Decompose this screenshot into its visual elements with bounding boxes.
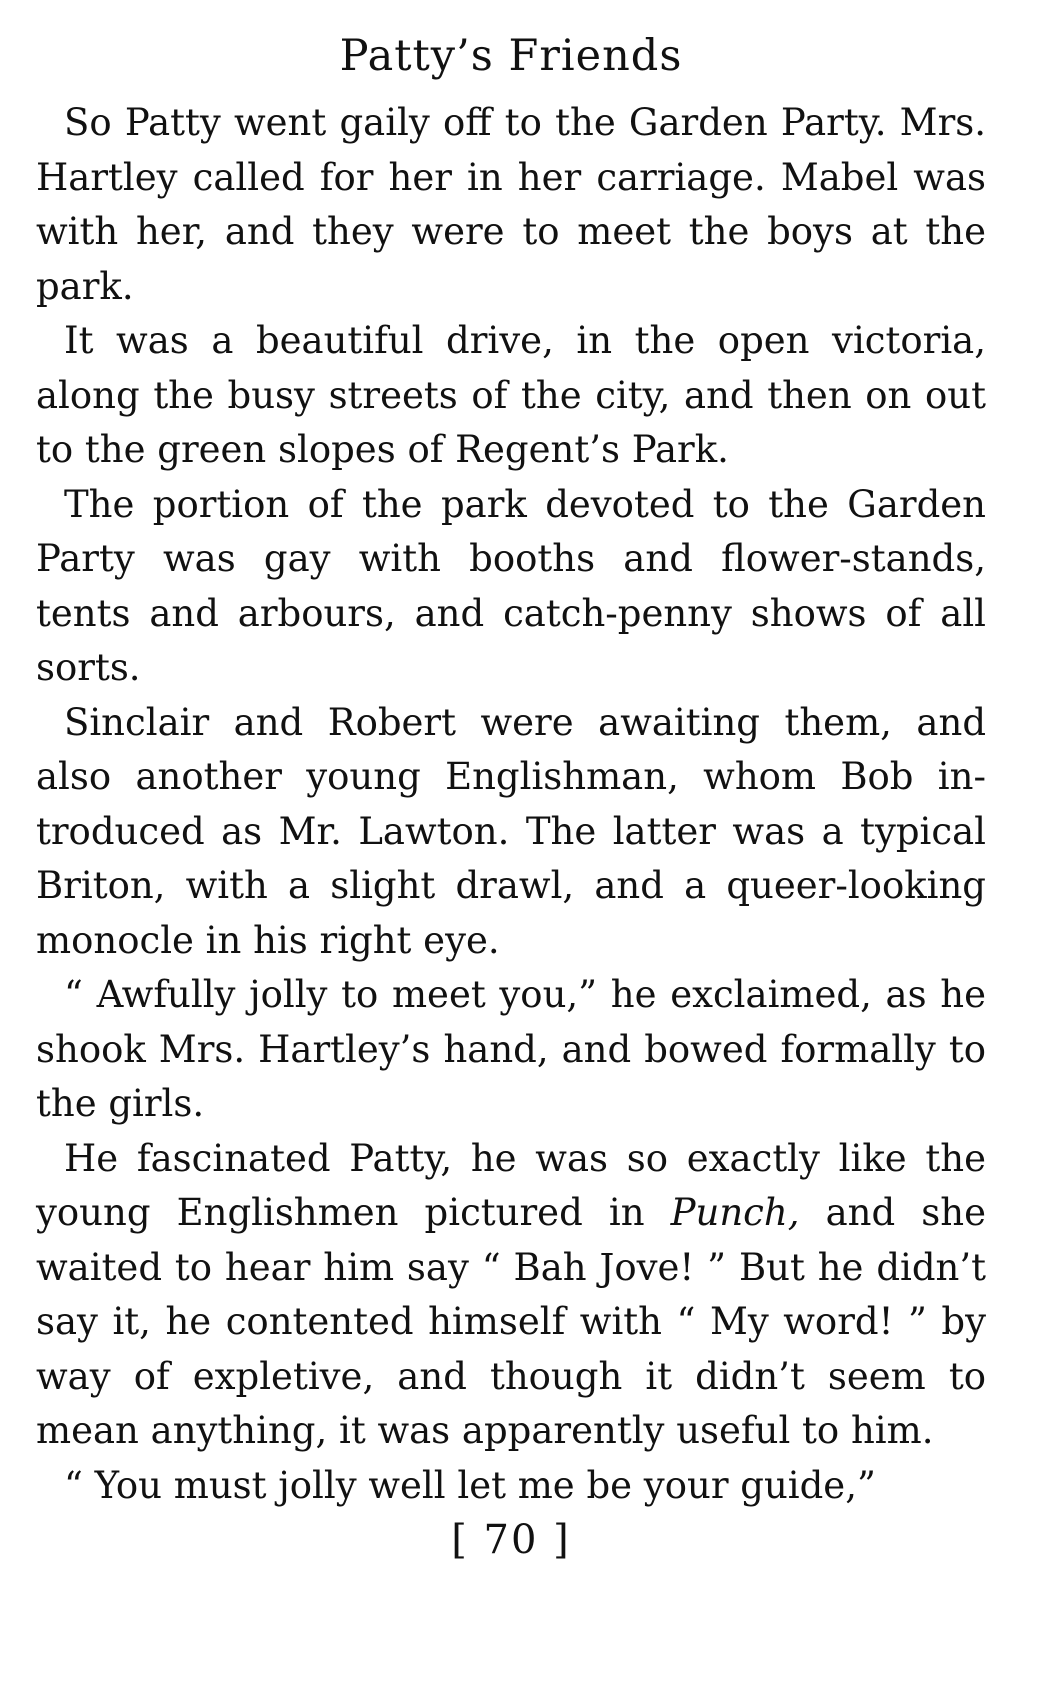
paragraph-7: “ You must jolly well let me be your guide,” bbox=[64, 1463, 876, 1507]
page-number: [ 70 ] bbox=[451, 1517, 571, 1563]
paragraph-6-text-a: He fascinated Patty, he was so exactly like the young Englishmen pictured in bbox=[36, 1136, 986, 1234]
book-page bbox=[36, 30, 986, 1565]
paragraph-5: “ Awfully jolly to meet you,” he exclaimed, as he shook Mrs. Hartley’s hand, and bowed formally to the girls. bbox=[36, 973, 986, 1125]
running-title: Patty’s Friends bbox=[339, 31, 683, 81]
italic-title-punch: Punch, bbox=[670, 1191, 800, 1234]
paragraph-6-text-b: and she waited to hear him say “ Bah Jove! ” But he didn’t say it, he contented himself with “ My word! ” by way of expletive, and though it didn’t seem to mean anything, it was apparently useful to him. bbox=[36, 1191, 986, 1452]
paragraph-6 bbox=[36, 1132, 986, 1459]
paragraph-1: So Patty went gaily off to the Garden Party. Mrs. Hartley called for her in her carriage. Mabel was with her, and they were to meet the boys at the park. bbox=[36, 101, 986, 308]
paragraph-2: It was a beautiful drive, in the open victoria, along the busy streets of the city, and then on out to the green slopes of Regent’s Park. bbox=[36, 319, 986, 471]
paragraph-3: The portion of the park devoted to the Garden Party was gay with booths and flower-stands, tents and arbours, and catch-penny shows of all sorts. bbox=[36, 482, 986, 689]
paragraph-4: Sinclair and Robert were awaiting them, and also another young Englishman, whom Bob introduced as Mr. Lawton. The latter was a typical Briton, with a slight drawl, and a queer-looking monocle in his right eye. bbox=[36, 700, 986, 962]
body-text bbox=[36, 96, 986, 1513]
